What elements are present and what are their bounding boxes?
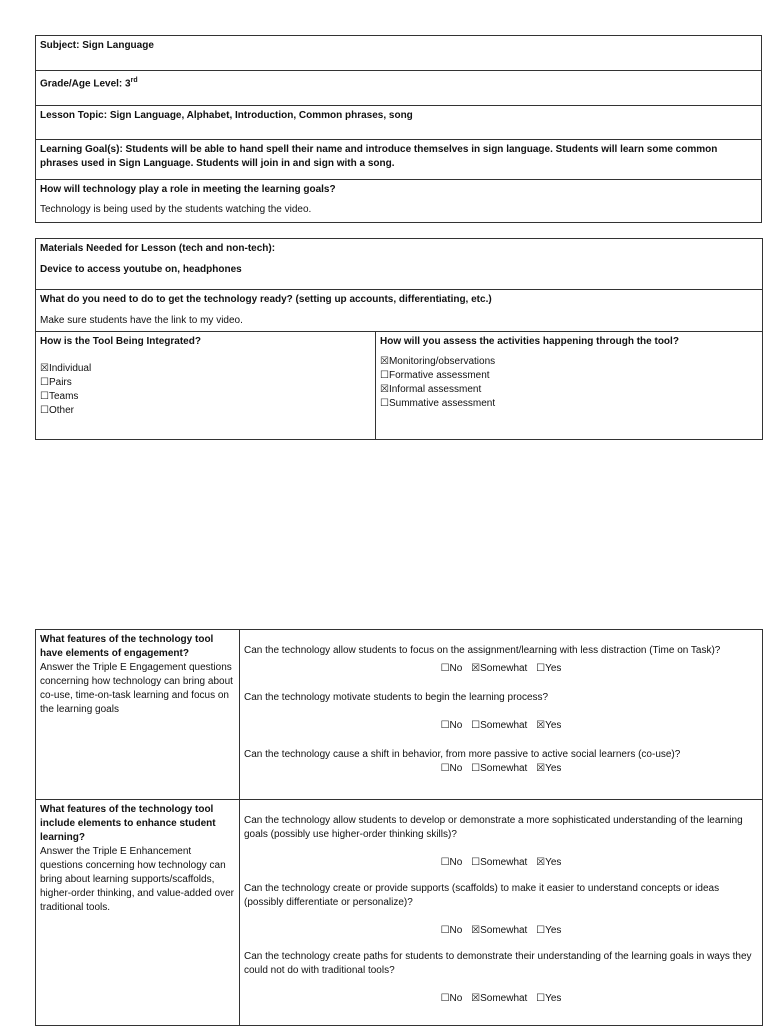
checkbox-checked-icon[interactable]: ☒ (380, 356, 389, 367)
answer-label: Somewhat (480, 720, 528, 731)
enhancement-questions-cell (240, 800, 763, 1026)
answer-label: Somewhat (480, 993, 528, 1004)
answer-yes[interactable] (536, 924, 561, 938)
learning-goals-cell (36, 140, 762, 180)
answer-somewhat[interactable] (471, 992, 527, 1006)
question-text: Can the technology create paths for students to demonstrate their understanding of the learning goals in ways they could not do with traditional tools? (244, 951, 752, 976)
answer-options (244, 762, 758, 776)
checkbox-icon[interactable]: ☐ (440, 857, 450, 868)
option-label: Pairs (48, 377, 72, 388)
materials-cell (36, 239, 763, 290)
answer-label: No (449, 720, 463, 731)
answer-somewhat[interactable] (471, 719, 527, 733)
answer-label: Yes (545, 993, 562, 1004)
checkbox-checked-icon[interactable]: ☒ (536, 763, 546, 774)
assessment-question: How will you assess the activities happening through the tool? (380, 336, 679, 347)
subject-cell (36, 36, 762, 71)
answer-no[interactable] (441, 719, 463, 733)
answer-somewhat[interactable] (471, 762, 527, 776)
answer-yes[interactable] (536, 856, 561, 870)
answer-no[interactable] (441, 762, 463, 776)
option-other[interactable] (40, 404, 371, 418)
grade-cell (36, 71, 762, 106)
answer-label: Yes (545, 857, 562, 868)
option-label: Monitoring/observations (388, 356, 496, 367)
checkbox-icon[interactable]: ☐ (440, 763, 450, 774)
grade-superscript: rd (130, 77, 138, 84)
option-label: Informal assessment (388, 384, 482, 395)
question-block (244, 882, 758, 938)
materials-answer: Device to access youtube on, headphones (40, 264, 242, 275)
answer-yes[interactable] (536, 719, 561, 733)
question-text: Can the technology allow students to focus on the assignment/learning with less distraction (Time on Task)? (244, 645, 721, 656)
learning-goals-text: Learning Goal(s): Students will be able to hand spell their name and introduce themselves in sign language. Students will learn some common phrases used in Sign Language. Students will join in and sign with a song. (40, 144, 718, 169)
answer-yes[interactable] (536, 992, 561, 1006)
integration-cell (36, 332, 376, 440)
answer-options (244, 662, 758, 676)
answer-label: Yes (545, 763, 562, 774)
checkbox-checked-icon[interactable]: ☒ (536, 720, 546, 731)
option-individual[interactable] (40, 362, 371, 376)
checkbox-icon[interactable]: ☐ (536, 925, 546, 936)
answer-label: Yes (545, 720, 562, 731)
checkbox-checked-icon[interactable]: ☒ (471, 925, 481, 936)
option-label: Teams (48, 391, 79, 402)
checkbox-checked-icon[interactable]: ☒ (40, 363, 49, 374)
materials-table (35, 238, 763, 440)
answer-label: Somewhat (480, 663, 528, 674)
integration-question: How is the Tool Being Integrated? (40, 336, 201, 347)
checkbox-icon[interactable]: ☐ (40, 391, 49, 402)
question-text: Can the technology cause a shift in behavior, from more passive to active social learners (co-use)? (244, 749, 681, 760)
lesson-topic-text: Lesson Topic: Sign Language, Alphabet, Introduction, Common phrases, song (40, 110, 413, 121)
question-block (244, 691, 758, 733)
answer-label: No (449, 663, 463, 674)
checkbox-icon[interactable]: ☐ (536, 663, 546, 674)
checkbox-icon[interactable]: ☐ (471, 720, 481, 731)
option-label: Formative assessment (388, 370, 490, 381)
option-formative[interactable] (380, 369, 758, 383)
integration-options (40, 362, 371, 418)
engagement-questions-cell (240, 630, 763, 800)
checkbox-icon[interactable]: ☐ (536, 993, 546, 1004)
lesson-info-table (35, 35, 762, 223)
answer-label: Yes (545, 925, 562, 936)
answer-label: No (449, 763, 463, 774)
tech-role-answer: Technology is being used by the students watching the video. (40, 204, 312, 215)
question-text: Can the technology motivate students to begin the learning process? (244, 692, 549, 703)
answer-no[interactable] (441, 992, 463, 1006)
question-text: Can the technology create or provide supports (scaffolds) to make it easier to understand concepts or ideas (possibly differentiate or personalize)? (244, 883, 720, 908)
answer-options (244, 719, 758, 733)
answer-yes[interactable] (536, 762, 561, 776)
engagement-description: Answer the Triple E Engagement questions concerning how technology can bring about co-use, time-on-task learning and focus on the learning goals (40, 662, 233, 715)
tech-ready-cell (36, 290, 763, 332)
checkbox-icon[interactable]: ☐ (471, 763, 481, 774)
checkbox-icon[interactable]: ☐ (440, 720, 450, 731)
answer-label: Somewhat (480, 763, 528, 774)
checkbox-icon[interactable]: ☐ (440, 925, 450, 936)
question-block (244, 748, 758, 776)
checkbox-icon[interactable]: ☐ (440, 993, 450, 1004)
answer-label: Somewhat (480, 925, 528, 936)
checkbox-checked-icon[interactable]: ☒ (471, 993, 481, 1004)
answer-label: No (449, 925, 463, 936)
question-block (244, 644, 758, 676)
answer-label: Yes (545, 663, 562, 674)
enhancement-heading: What features of the technology tool include elements to enhance student learning? (40, 804, 216, 843)
answer-yes[interactable] (536, 662, 561, 676)
option-pairs[interactable] (40, 376, 371, 390)
checkbox-icon[interactable]: ☐ (471, 857, 481, 868)
answer-somewhat[interactable] (471, 924, 527, 938)
checkbox-icon[interactable]: ☐ (40, 377, 49, 388)
tech-role-cell (36, 180, 762, 223)
question-block (244, 950, 758, 1006)
answer-somewhat[interactable] (471, 856, 527, 870)
grade-text: Grade/Age Level: 3 (40, 78, 131, 90)
checkbox-icon[interactable]: ☐ (40, 405, 49, 416)
answer-no[interactable] (441, 662, 463, 676)
answer-options (244, 992, 758, 1006)
answer-label: No (449, 857, 463, 868)
tech-role-question: How will technology play a role in meeting the learning goals? (40, 184, 336, 195)
assessment-cell (376, 332, 763, 440)
lesson-topic-cell (36, 106, 762, 140)
tech-ready-answer: Make sure students have the link to my video. (40, 315, 243, 326)
tech-ready-question: What do you need to do to get the technology ready? (setting up accounts, differentiating, etc.) (40, 294, 492, 305)
checkbox-checked-icon[interactable]: ☒ (380, 384, 389, 395)
answer-no[interactable] (441, 924, 463, 938)
enhancement-description: Answer the Triple E Enhancement questions concerning how technology can bring about learning supports/scaffolds, higher-order thinking, and value-added over traditional tools. (40, 846, 235, 913)
triple-e-table (35, 629, 763, 1026)
option-label: Individual (48, 363, 92, 374)
enhancement-heading-cell (36, 800, 240, 1026)
answer-options (244, 856, 758, 870)
engagement-heading-cell (36, 630, 240, 800)
answer-somewhat[interactable] (471, 662, 527, 676)
option-monitoring[interactable] (380, 355, 758, 369)
answer-label: No (449, 993, 463, 1004)
option-label: Other (48, 405, 74, 416)
answer-label: Somewhat (480, 857, 528, 868)
assessment-options (380, 355, 758, 411)
option-informal[interactable] (380, 383, 758, 397)
engagement-heading: What features of the technology tool have elements of engagement? (40, 634, 214, 659)
option-teams[interactable] (40, 390, 371, 404)
answer-no[interactable] (441, 856, 463, 870)
checkbox-checked-icon[interactable]: ☒ (471, 663, 481, 674)
answer-options (244, 924, 758, 938)
checkbox-checked-icon[interactable]: ☒ (536, 857, 546, 868)
checkbox-icon[interactable]: ☐ (440, 663, 450, 674)
question-text: Can the technology allow students to develop or demonstrate a more sophisticated understanding of the learning goals (possibly use higher-order thinking skills)? (244, 815, 743, 840)
option-label: Summative assessment (388, 398, 496, 409)
subject-text: Subject: Sign Language (40, 40, 154, 51)
checkbox-icon[interactable]: ☐ (380, 398, 389, 409)
question-block (244, 814, 758, 870)
materials-question: Materials Needed for Lesson (tech and non-tech): (40, 243, 276, 254)
checkbox-icon[interactable]: ☐ (380, 370, 389, 381)
option-summative[interactable] (380, 397, 758, 411)
